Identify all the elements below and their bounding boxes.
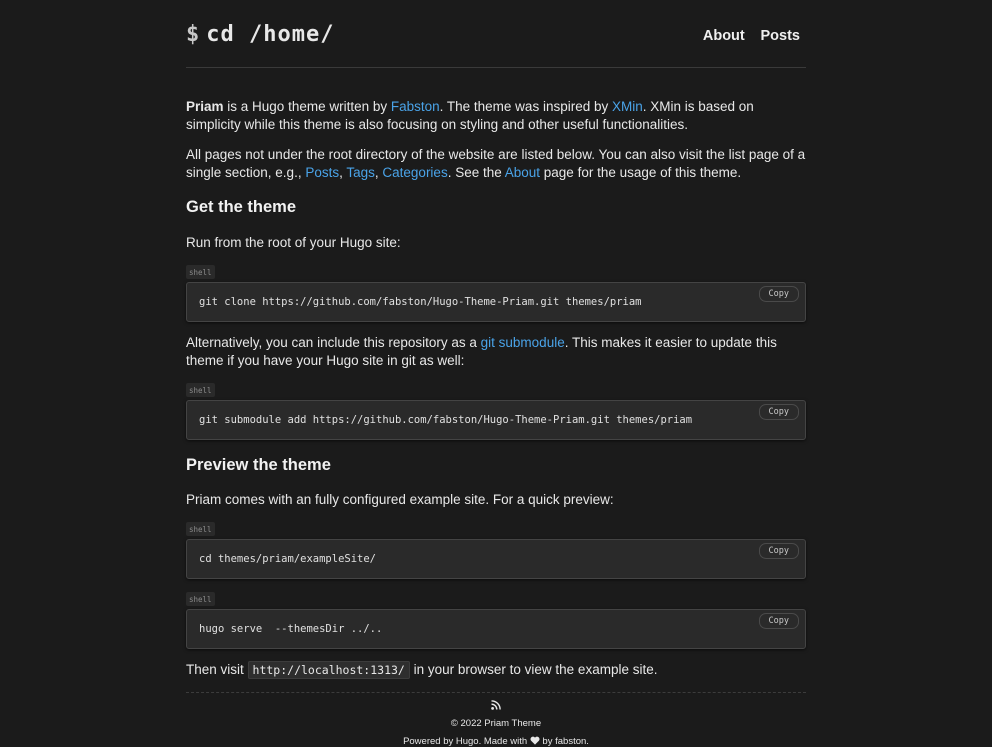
copy-button[interactable]: Copy — [759, 613, 799, 629]
posts-link[interactable]: Posts — [305, 165, 340, 180]
code-block-submodule — [186, 400, 806, 440]
intro-paragraph-2 — [186, 146, 806, 182]
xmin-link[interactable]: XMin — [611, 99, 643, 114]
copy-button[interactable]: Copy — [759, 543, 799, 559]
categories-link[interactable]: Categories — [382, 165, 448, 180]
intro-paragraph-1 — [186, 98, 806, 134]
code-lang-label: shell — [186, 383, 215, 397]
text: . The theme was inspired by — [439, 99, 612, 114]
page — [186, 0, 806, 747]
fabston-link[interactable]: Fabston — [390, 99, 440, 114]
logo-text: cd /home/ — [206, 22, 335, 47]
text: Then visit — [186, 662, 248, 677]
text: . See the — [447, 165, 505, 180]
code-lang-label: shell — [186, 265, 215, 279]
main-nav — [691, 28, 800, 44]
text: . XMin is based on simplicity while this theme is also focusing on styling and other useful functionalities. — [186, 99, 754, 132]
get-theme-text: Run from the root of your Hugo site: — [186, 235, 401, 250]
rss-icon[interactable] — [491, 700, 501, 710]
nav-posts[interactable]: Posts — [760, 28, 800, 44]
site-header — [186, 0, 806, 68]
copy-button[interactable]: Copy — [759, 404, 799, 420]
footer-rss — [186, 700, 806, 713]
prompt-symbol: $ — [186, 22, 201, 47]
tags-link[interactable]: Tags — [346, 165, 375, 180]
text: . This makes it easier to update this theme if you have your Hugo site in git as well: — [186, 335, 777, 368]
copy-button[interactable]: Copy — [759, 286, 799, 302]
code-block-cd — [186, 539, 806, 579]
preview-text: Priam comes with an fully configured example site. For a quick preview: — [186, 492, 614, 507]
text: , — [374, 165, 383, 180]
text: All pages not under the root directory of the website are listed below. You can also visit the list page of a single section, e.g., — [186, 147, 806, 180]
nav-about[interactable]: About — [702, 28, 745, 44]
text: is a Hugo theme written by — [223, 99, 391, 114]
then-visit-paragraph — [186, 661, 806, 679]
footer-powered — [186, 736, 806, 747]
footer-divider — [186, 692, 806, 693]
code-text: git clone https://github.com/fabston/Hugo-Theme-Priam.git themes/priam — [199, 296, 642, 308]
code-block-clone — [186, 282, 806, 322]
footer-copyright: © 2022 Priam Theme — [450, 718, 542, 729]
git-submodule-link[interactable]: git submodule — [480, 335, 565, 350]
code-text: cd themes/priam/exampleSite/ — [199, 553, 377, 565]
heading-preview-theme: Preview the theme — [186, 456, 331, 474]
text: by fabston. — [539, 736, 589, 747]
text: , — [339, 165, 347, 180]
code-text: hugo serve --themesDir ../.. — [199, 623, 383, 635]
priam-bold: Priam — [186, 99, 224, 114]
text: in your browser to view the example site. — [409, 662, 658, 677]
heading-get-theme: Get the theme — [186, 198, 297, 216]
text: page for the usage of this theme. — [540, 165, 742, 180]
code-block-serve — [186, 609, 806, 649]
site-logo[interactable] — [186, 22, 334, 47]
localhost-code: http://localhost:1313/ — [248, 661, 410, 679]
code-text: git submodule add https://github.com/fabston/Hugo-Theme-Priam.git themes/priam — [199, 414, 693, 426]
text: Alternatively, you can include this repository as a — [186, 335, 481, 350]
alternative-paragraph — [186, 334, 806, 370]
code-lang-label: shell — [186, 522, 215, 536]
code-lang-label: shell — [186, 592, 215, 606]
about-link[interactable]: About — [504, 165, 541, 180]
text: Powered by Hugo. Made with — [403, 736, 530, 747]
